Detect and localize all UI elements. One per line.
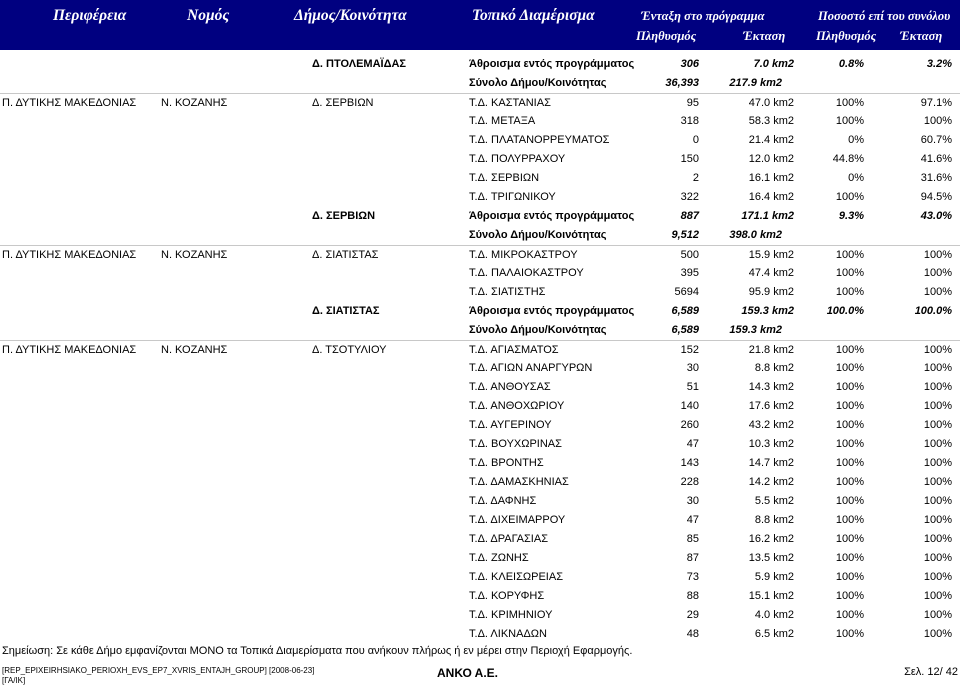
population-pct-cell: 0%	[848, 134, 864, 146]
population-cell: 9,512	[671, 229, 699, 241]
table-row	[0, 169, 960, 188]
table-row	[0, 530, 960, 549]
municipality-cell: Δ. ΤΣΟΤΥΛΙΟΥ	[312, 344, 387, 356]
area-pct-cell: 43.0%	[920, 210, 952, 222]
header-municipality: Δήμος/Κοινότητα	[294, 7, 407, 24]
table-row	[0, 454, 960, 473]
population-cell: 260	[680, 419, 699, 431]
population-cell: 47	[686, 438, 699, 450]
population-cell: 228	[680, 476, 699, 488]
area-pct-cell: 100%	[923, 249, 952, 261]
local-district-cell: Σύνολο Δήμου/Κοινότητας	[469, 229, 607, 241]
table-row	[0, 511, 960, 530]
population-pct-cell: 100%	[835, 590, 864, 602]
population-pct-cell: 100%	[835, 533, 864, 545]
table-row	[0, 378, 960, 397]
table-row	[0, 473, 960, 492]
area-cell: 398.0 km2	[729, 229, 782, 241]
population-cell: 5694	[674, 286, 699, 298]
population-pct-cell: 100%	[835, 457, 864, 469]
area-cell: 4.0 km2	[754, 609, 794, 621]
local-district-cell: Σύνολο Δήμου/Κοινότητας	[469, 77, 607, 89]
company-name: ΑΝΚΟ Α.Ε.	[437, 666, 499, 680]
population-pct-cell: 100%	[835, 115, 864, 127]
area-cell: 5.9 km2	[754, 571, 794, 583]
table-row	[0, 226, 960, 245]
population-pct-cell: 100%	[835, 381, 864, 393]
table-row	[0, 340, 960, 360]
area-pct-cell: 100%	[923, 609, 952, 621]
population-pct-cell: 100%	[835, 438, 864, 450]
area-pct-cell: 100%	[923, 419, 952, 431]
population-cell: 395	[680, 267, 699, 279]
prefecture-cell: Ν. ΚΟΖΑΝΗΣ	[161, 97, 228, 109]
table-row	[0, 283, 960, 302]
population-cell: 306	[680, 58, 699, 70]
table-row	[0, 245, 960, 265]
population-pct-cell: 100%	[835, 476, 864, 488]
area-pct-cell: 31.6%	[920, 172, 952, 184]
region-cell: Π. ΔΥΤΙΚΗΣ ΜΑΚΕΔΟΝΙΑΣ	[2, 344, 137, 356]
population-cell: 500	[680, 249, 699, 261]
local-district-cell: Τ.Δ. ΚΑΣΤΑΝΙΑΣ	[469, 97, 551, 109]
report-id: [REP_EPIXEIRHSIAKO_PERIOXH_EVS_EP7_XVRIS_ENTAJH_GROUP] [2008-06-23]	[2, 666, 315, 675]
area-cell: 159.3 km2	[729, 324, 782, 336]
area-cell: 12.0 km2	[748, 153, 794, 165]
header-sub-area-pct: Έκταση	[900, 29, 943, 43]
area-pct-cell: 100%	[923, 457, 952, 469]
area-pct-cell: 100%	[923, 533, 952, 545]
population-pct-cell: 100%	[835, 249, 864, 261]
population-cell: 51	[686, 381, 699, 393]
area-pct-cell: 94.5%	[920, 191, 952, 203]
header-prefecture: Νομός	[187, 7, 230, 24]
local-district-cell: Τ.Δ. ΠΛΑΤΑΝΟΡΡΕΥΜΑΤΟΣ	[469, 134, 610, 146]
area-pct-cell: 100%	[923, 552, 952, 564]
municipality-cell: Δ. ΣΕΡΒΙΩΝ	[312, 210, 376, 222]
local-district-cell: Άθροισμα εντός προγράμματος	[469, 305, 635, 317]
population-cell: 85	[686, 533, 699, 545]
local-district-cell: Τ.Δ. ΑΓΙΩΝ ΑΝΑΡΓΥΡΩΝ	[469, 362, 593, 374]
population-cell: 150	[680, 153, 699, 165]
table-row	[0, 568, 960, 587]
area-pct-cell: 100%	[923, 344, 952, 356]
area-cell: 16.2 km2	[748, 533, 794, 545]
area-pct-cell: 100.0%	[914, 305, 952, 317]
area-cell: 47.4 km2	[748, 267, 794, 279]
municipality-cell: Δ. ΣΕΡΒΙΩΝ	[312, 97, 374, 109]
population-pct-cell: 100%	[835, 362, 864, 374]
area-pct-cell: 100%	[923, 381, 952, 393]
population-pct-cell: 44.8%	[832, 153, 864, 165]
header-sub-population: Πληθυσμός	[636, 29, 697, 43]
local-district-cell: Τ.Δ. ΑΓΙΑΣΜΑΤΟΣ	[469, 344, 559, 356]
municipality-cell: Δ. ΣΙΑΤΙΣΤΑΣ	[312, 249, 379, 261]
population-pct-cell: 100%	[835, 628, 864, 640]
local-district-cell: Τ.Δ. ΒΟΥΧΩΡΙΝΑΣ	[469, 438, 562, 450]
area-cell: 6.5 km2	[754, 628, 794, 640]
population-pct-cell: 100%	[835, 191, 864, 203]
population-pct-cell: 100%	[835, 267, 864, 279]
area-cell: 17.6 km2	[748, 400, 794, 412]
population-pct-cell: 100%	[835, 495, 864, 507]
population-pct-cell: 9.3%	[838, 210, 864, 222]
population-cell: 0	[692, 134, 699, 146]
prefecture-cell: Ν. ΚΟΖΑΝΗΣ	[161, 249, 228, 261]
local-district-cell: Τ.Δ. ΜΕΤΑΞΑ	[469, 115, 536, 127]
table-row	[0, 625, 960, 644]
table-row	[0, 131, 960, 150]
population-cell: 2	[692, 172, 699, 184]
table-row	[0, 74, 960, 93]
population-pct-cell: 100%	[835, 400, 864, 412]
local-district-cell: Τ.Δ. ΖΩΝΗΣ	[469, 552, 529, 564]
population-cell: 30	[686, 495, 699, 507]
area-cell: 95.9 km2	[748, 286, 794, 298]
population-cell: 143	[680, 457, 699, 469]
area-cell: 5.5 km2	[754, 495, 794, 507]
local-district-cell: Τ.Δ. ΔΑΦΝΗΣ	[469, 495, 537, 507]
area-pct-cell: 60.7%	[920, 134, 952, 146]
table-row	[0, 302, 960, 321]
area-cell: 8.8 km2	[754, 362, 794, 374]
population-cell: 48	[686, 628, 699, 640]
population-cell: 152	[680, 344, 699, 356]
header-sub-area: Έκταση	[743, 29, 786, 43]
area-cell: 14.2 km2	[748, 476, 794, 488]
area-cell: 16.1 km2	[748, 172, 794, 184]
table-row	[0, 112, 960, 131]
area-cell: 15.1 km2	[748, 590, 794, 602]
population-pct-cell: 100%	[835, 97, 864, 109]
population-cell: 318	[680, 115, 699, 127]
area-cell: 14.7 km2	[748, 457, 794, 469]
header-local-district: Τοπικό Διαμέρισμα	[472, 7, 595, 24]
area-pct-cell: 100%	[923, 590, 952, 602]
area-cell: 58.3 km2	[748, 115, 794, 127]
population-pct-cell: 100%	[835, 552, 864, 564]
local-district-cell: Σύνολο Δήμου/Κοινότητας	[469, 324, 607, 336]
population-cell: 29	[686, 609, 699, 621]
population-pct-cell: 100%	[835, 344, 864, 356]
area-cell: 171.1 km2	[741, 210, 794, 222]
population-pct-cell: 100%	[835, 419, 864, 431]
area-cell: 43.2 km2	[748, 419, 794, 431]
population-cell: 30	[686, 362, 699, 374]
local-district-cell: Τ.Δ. ΠΟΛΥΡΡΑΧΟΥ	[469, 153, 566, 165]
area-pct-cell: 100%	[923, 267, 952, 279]
local-district-cell: Τ.Δ. ΛΙΚΝΑΔΩΝ	[469, 628, 547, 640]
table-header	[0, 0, 960, 50]
population-cell: 6,589	[671, 324, 699, 336]
population-pct-cell: 100.0%	[826, 305, 864, 317]
population-pct-cell: 100%	[835, 571, 864, 583]
population-cell: 36,393	[665, 77, 699, 89]
local-district-cell: Τ.Δ. ΔΡΑΓΑΣΙΑΣ	[469, 533, 549, 545]
local-district-cell: Τ.Δ. ΠΑΛΑΙΟΚΑΣΤΡΟΥ	[469, 267, 584, 279]
area-pct-cell: 100%	[923, 514, 952, 526]
area-pct-cell: 97.1%	[920, 97, 952, 109]
page-number: Σελ. 12/ 42	[904, 666, 958, 678]
table-row	[0, 93, 960, 113]
population-cell: 6,589	[671, 305, 699, 317]
header-percent: Ποσοστό επί του συνόλου	[818, 9, 951, 23]
table-row	[0, 359, 960, 378]
area-cell: 217.9 km2	[729, 77, 782, 89]
header-region: Περιφέρεια	[53, 7, 127, 24]
table-row	[0, 606, 960, 625]
municipality-cell: Δ. ΣΙΑΤΙΣΤΑΣ	[312, 305, 380, 317]
population-cell: 95	[686, 97, 699, 109]
local-district-cell: Τ.Δ. ΔΙΧΕΙΜΑΡΡΟΥ	[469, 514, 566, 526]
area-cell: 159.3 km2	[741, 305, 794, 317]
local-district-cell: Άθροισμα εντός προγράμματος	[469, 58, 635, 70]
local-district-cell: Άθροισμα εντός προγράμματος	[469, 210, 635, 222]
area-cell: 15.9 km2	[748, 249, 794, 261]
area-pct-cell: 3.2%	[926, 58, 952, 70]
area-pct-cell: 100%	[923, 628, 952, 640]
table-row	[0, 55, 960, 74]
table-row	[0, 188, 960, 207]
region-cell: Π. ΔΥΤΙΚΗΣ ΜΑΚΕΔΟΝΙΑΣ	[2, 249, 137, 261]
area-pct-cell: 100%	[923, 495, 952, 507]
area-cell: 21.8 km2	[748, 344, 794, 356]
footnote: Σημείωση: Σε κάθε Δήμο εμφανίζονται ΜΟΝΟ τα Τοπικά Διαμερίσματα που ανήκουν πλήρως ή εν μέρει στην Περιοχή Εφαρμογής.	[2, 645, 633, 657]
table-row	[0, 207, 960, 226]
local-district-cell: Τ.Δ. ΚΟΡΥΦΗΣ	[469, 590, 545, 602]
area-pct-cell: 41.6%	[920, 153, 952, 165]
area-pct-cell: 100%	[923, 476, 952, 488]
area-pct-cell: 100%	[923, 362, 952, 374]
region-cell: Π. ΔΥΤΙΚΗΣ ΜΑΚΕΔΟΝΙΑΣ	[2, 97, 137, 109]
population-cell: 87	[686, 552, 699, 564]
population-pct-cell: 100%	[835, 514, 864, 526]
area-cell: 21.4 km2	[748, 134, 794, 146]
area-cell: 16.4 km2	[748, 191, 794, 203]
table-row	[0, 150, 960, 169]
local-district-cell: Τ.Δ. ΚΡΙΜΗΝΙΟΥ	[469, 609, 553, 621]
table-row	[0, 321, 960, 340]
table-row	[0, 492, 960, 511]
area-cell: 8.8 km2	[754, 514, 794, 526]
area-cell: 10.3 km2	[748, 438, 794, 450]
local-district-cell: Τ.Δ. ΒΡΟΝΤΗΣ	[469, 457, 544, 469]
table-row	[0, 587, 960, 606]
local-district-cell: Τ.Δ. ΑΝΘΟΧΩΡΙΟΥ	[469, 400, 565, 412]
area-pct-cell: 100%	[923, 438, 952, 450]
table-row	[0, 264, 960, 283]
local-district-cell: Τ.Δ. ΑΝΘΟΥΣΑΣ	[469, 381, 551, 393]
population-cell: 73	[686, 571, 699, 583]
area-pct-cell: 100%	[923, 286, 952, 298]
area-cell: 14.3 km2	[748, 381, 794, 393]
local-district-cell: Τ.Δ. ΣΕΡΒΙΩΝ	[469, 172, 540, 184]
local-district-cell: Τ.Δ. ΚΛΕΙΣΩΡΕΙΑΣ	[469, 571, 563, 583]
header-inclusion: Ένταξη στο πρόγραμμα	[641, 9, 765, 23]
population-cell: 322	[680, 191, 699, 203]
area-pct-cell: 100%	[923, 571, 952, 583]
header-sub-population-pct: Πληθυσμός	[816, 29, 877, 43]
population-cell: 887	[680, 210, 699, 222]
area-cell: 13.5 km2	[748, 552, 794, 564]
table-row	[0, 397, 960, 416]
population-pct-cell: 0%	[848, 172, 864, 184]
local-district-cell: Τ.Δ. ΑΥΓΕΡΙΝΟΥ	[469, 419, 552, 431]
prefecture-cell: Ν. ΚΟΖΑΝΗΣ	[161, 344, 228, 356]
area-cell: 7.0 km2	[753, 58, 794, 70]
population-pct-cell: 100%	[835, 609, 864, 621]
report-code: [ΓΑ/ΙΚ]	[2, 676, 26, 685]
population-pct-cell: 100%	[835, 286, 864, 298]
local-district-cell: Τ.Δ. ΜΙΚΡΟΚΑΣΤΡΟΥ	[469, 249, 578, 261]
local-district-cell: Τ.Δ. ΔΑΜΑΣΚΗΝΙΑΣ	[469, 476, 569, 488]
population-cell: 47	[686, 514, 699, 526]
table-row	[0, 549, 960, 568]
area-cell: 47.0 km2	[748, 97, 794, 109]
local-district-cell: Τ.Δ. ΤΡΙΓΩΝΙΚΟΥ	[469, 191, 556, 203]
population-cell: 88	[686, 590, 699, 602]
table-row	[0, 435, 960, 454]
population-cell: 140	[680, 400, 699, 412]
area-pct-cell: 100%	[923, 115, 952, 127]
area-pct-cell: 100%	[923, 400, 952, 412]
table-row	[0, 416, 960, 435]
population-pct-cell: 0.8%	[838, 58, 864, 70]
municipality-cell: Δ. ΠΤΟΛΕΜΑΪΔΑΣ	[312, 58, 407, 70]
local-district-cell: Τ.Δ. ΣΙΑΤΙΣΤΗΣ	[469, 286, 546, 298]
